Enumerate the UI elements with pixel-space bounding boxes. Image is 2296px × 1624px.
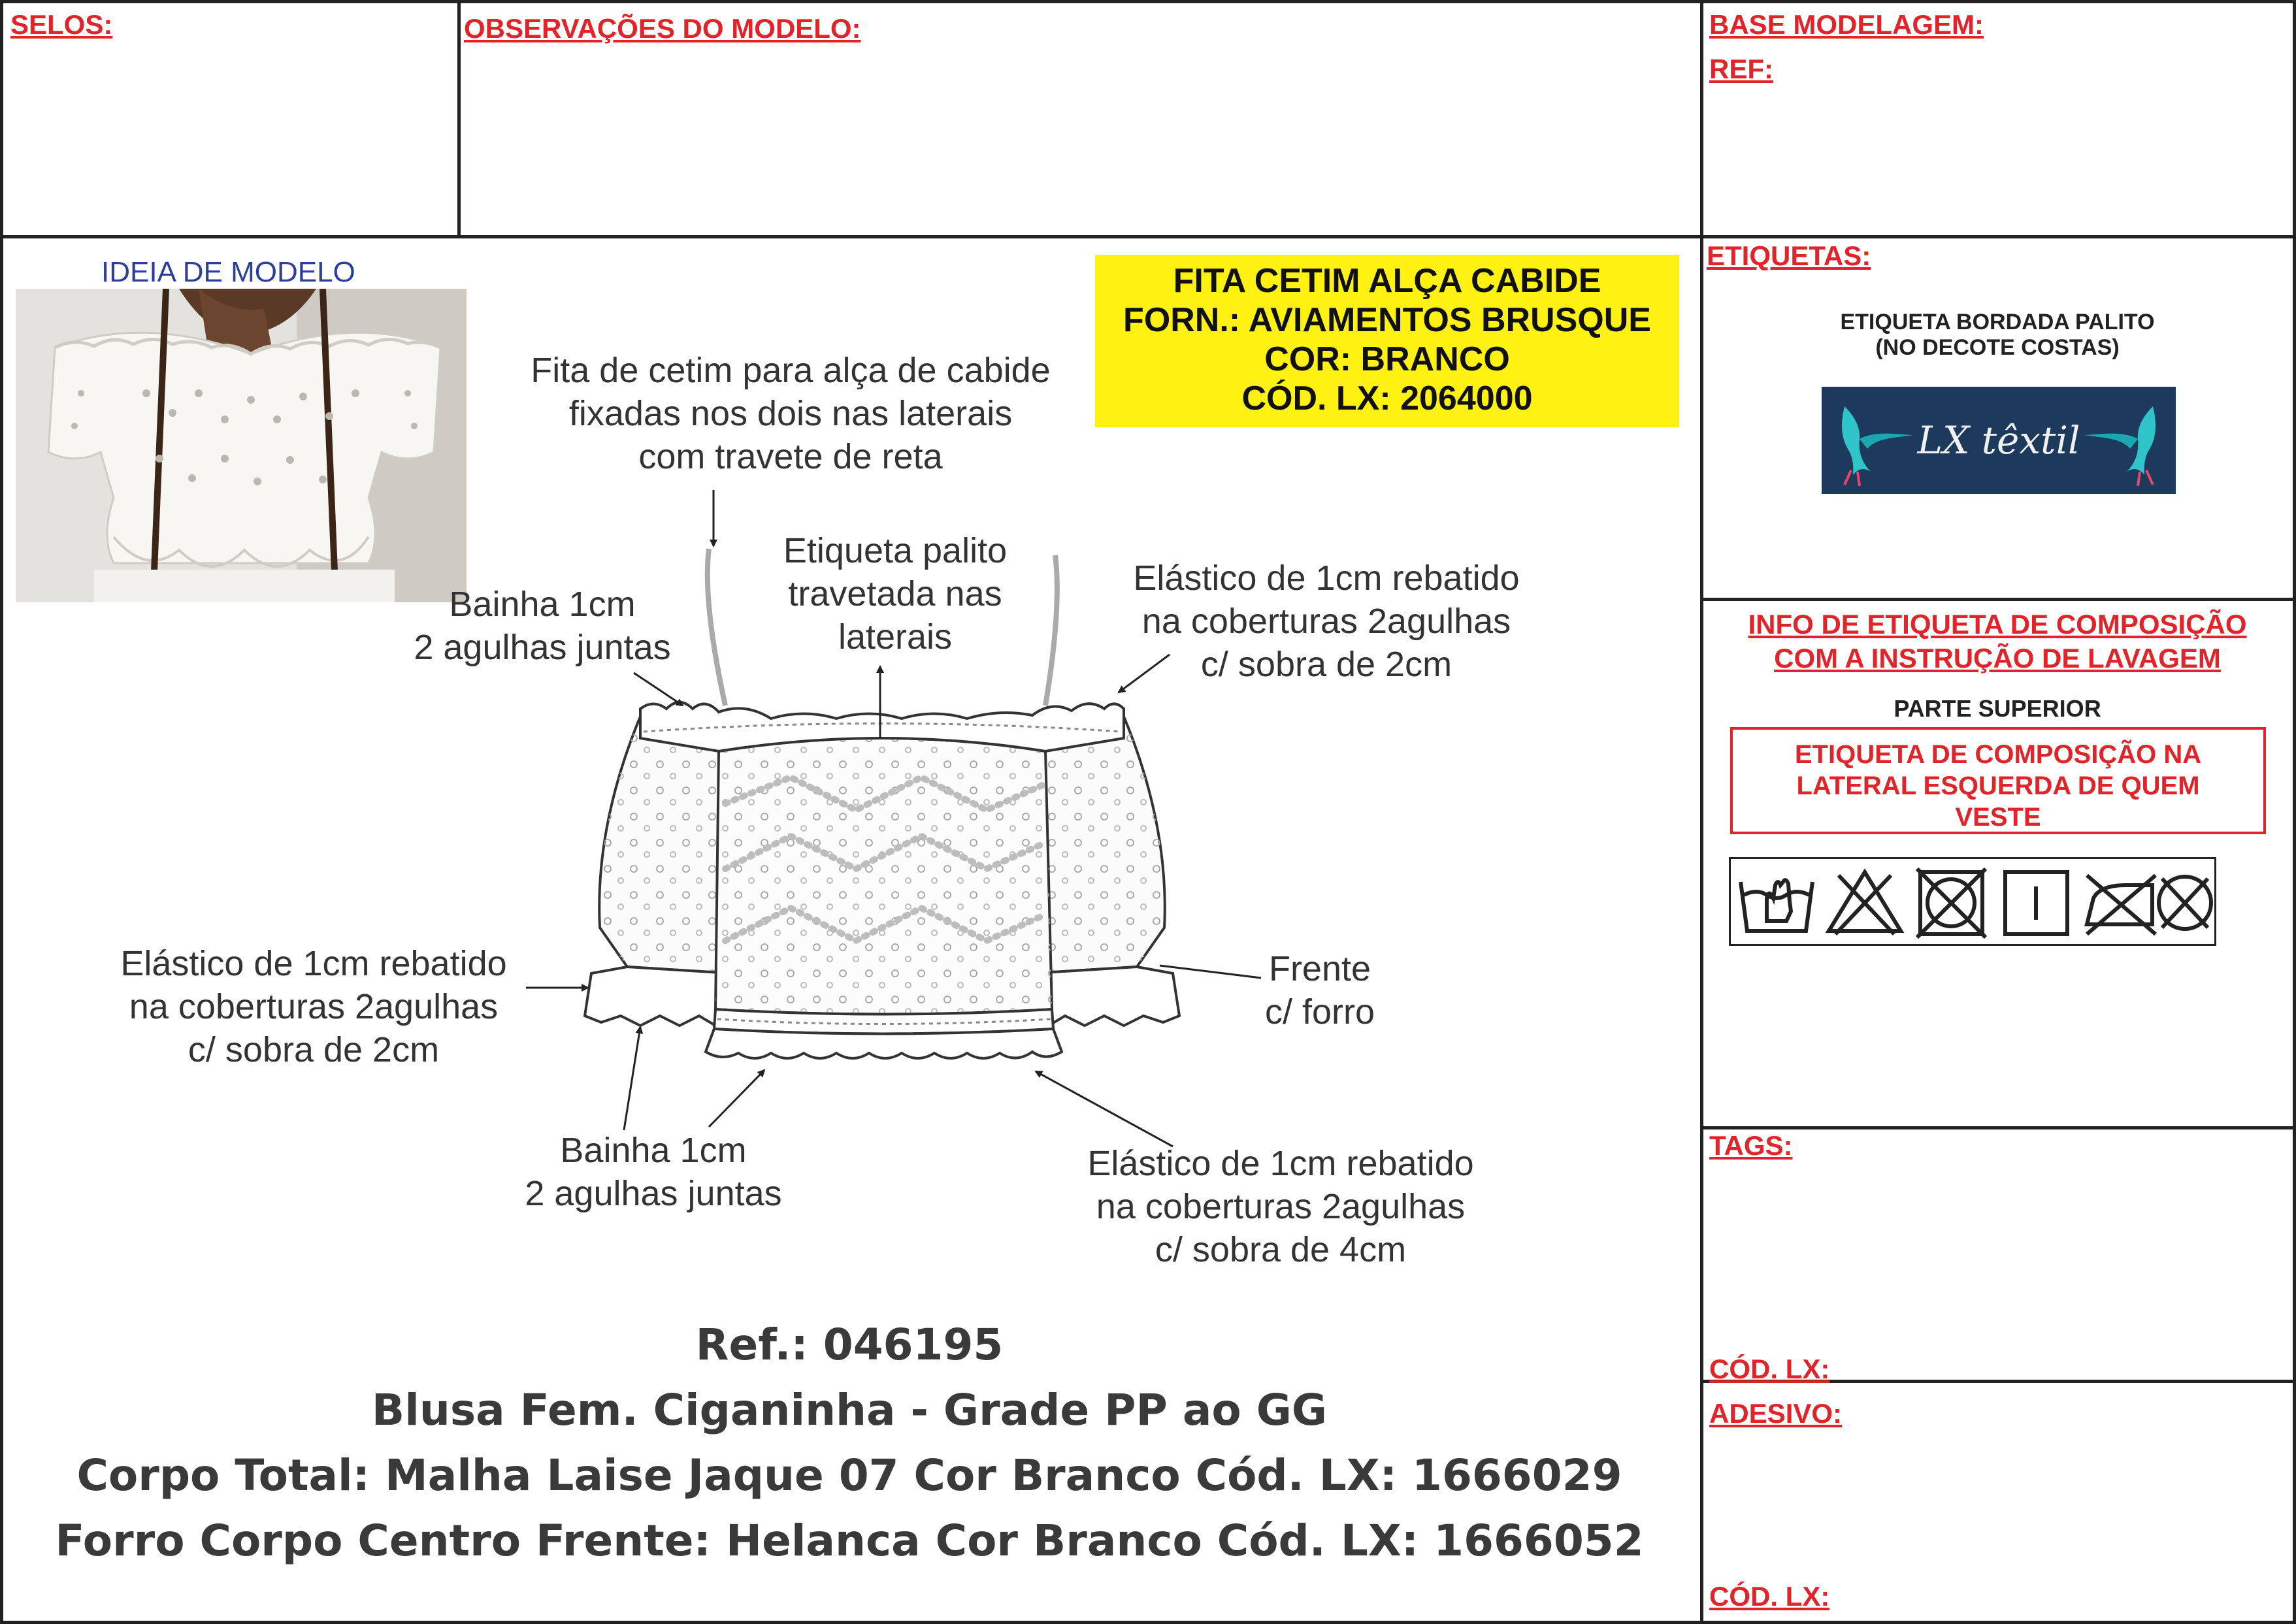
hand-wash-icon xyxy=(1741,880,1812,931)
left-strap xyxy=(708,549,725,706)
product-name: Blusa Fem. Ciganinha - Grade PP ao GG xyxy=(371,1385,1328,1435)
note-fita-line3: com travete de reta xyxy=(638,437,943,476)
do-not-bleach-icon xyxy=(1829,872,1901,934)
note-fita-line1: Fita de cetim para alça de cabide xyxy=(531,351,1051,390)
note-bainha-top-line2: 2 agulhas juntas xyxy=(414,628,671,667)
adesivo-cod-lx: CÓD. LX: xyxy=(1709,1581,1830,1612)
note-etiqueta-line3: laterais xyxy=(838,617,953,657)
fita-cetim-line3: COR: BRANCO xyxy=(1264,340,1510,378)
note-elastico-top-line1: Elástico de 1cm rebatido xyxy=(1133,559,1520,598)
do-not-tumble-dry-icon xyxy=(1917,869,1986,937)
note-elastico-top-line2: na coberturas 2agulhas xyxy=(1141,602,1511,641)
product-corpo: Corpo Total: Malha Laise Jaque 07 Cor Branco Cód. LX: 1666029 xyxy=(76,1450,1622,1501)
sidebar-divider-info xyxy=(1700,1126,2296,1129)
composicao-box xyxy=(1730,727,2266,834)
tags-cod-lx: CÓD. LX: xyxy=(1709,1354,1830,1384)
arrow-bainha-top xyxy=(634,673,683,706)
note-frente-line1: Frente xyxy=(1268,949,1371,988)
fita-cetim-line4: CÓD. LX: 2064000 xyxy=(1241,380,1533,417)
composicao-line2: LATERAL ESQUERDA DE QUEM xyxy=(1796,771,2200,800)
adesivo-label: ADESIVO: xyxy=(1709,1398,1843,1429)
info-composicao-title xyxy=(1707,608,2288,675)
product-ref: Ref.: 046195 xyxy=(695,1320,1004,1370)
do-not-dry-clean-icon xyxy=(2159,877,2211,929)
etiqueta-bordada-line1: ETIQUETA BORDADA PALITO xyxy=(1840,310,2155,334)
do-not-iron-icon xyxy=(2087,875,2156,934)
note-bainha-bottom-line2: 2 agulhas juntas xyxy=(525,1174,782,1213)
note-elastico-left-line3: c/ sobra de 2cm xyxy=(188,1030,440,1069)
sidebar-divider-etiquetas xyxy=(1700,598,2296,601)
etiqueta-bordada xyxy=(1707,310,2288,361)
parte-superior: PARTE SUPERIOR xyxy=(1894,695,2101,722)
arrow-elastico-bottom xyxy=(1036,1071,1173,1146)
selos-label: SELOS: xyxy=(10,9,113,40)
care-symbols-svg xyxy=(1731,859,2214,944)
etiquetas-label: ETIQUETAS: xyxy=(1707,240,1871,271)
arrow-elastico-top xyxy=(1119,655,1170,692)
photo-caption: IDEIA DE MODELO xyxy=(101,256,355,288)
care-symbols xyxy=(1729,857,2216,946)
note-fita-line2: fixadas nos dois nas laterais xyxy=(568,394,1013,433)
observacoes-label: OBSERVAÇÕES DO MODELO: xyxy=(464,13,861,44)
note-elastico-left-line2: na coberturas 2agulhas xyxy=(129,987,499,1026)
lx-textil-logo xyxy=(1822,387,2176,494)
base-modelagem-label: BASE MODELAGEM: xyxy=(1709,9,1984,40)
line-dry-icon xyxy=(2005,872,2067,934)
fita-cetim-line2: FORN.: AVIAMENTOS BRUSQUE xyxy=(1123,301,1651,339)
note-frente-line2: c/ forro xyxy=(1264,992,1375,1031)
tags-label: TAGS: xyxy=(1709,1130,1793,1161)
product-forro: Forro Corpo Centro Frente: Helanca Cor Branco Cód. LX: 1666052 xyxy=(55,1516,1644,1566)
ref-label: REF: xyxy=(1709,54,1773,84)
info-title-line2: COM A INSTRUÇÃO DE LAVAGEM xyxy=(1774,643,2221,674)
right-strap xyxy=(1045,555,1057,706)
logo-text: LX têxtil xyxy=(1917,418,2080,463)
arrow-bainha-bottom-left xyxy=(624,1027,640,1130)
note-elastico-top-line3: c/ sobra de 2cm xyxy=(1200,645,1452,684)
note-elastico-bottom-line1: Elástico de 1cm rebatido xyxy=(1087,1144,1474,1183)
note-etiqueta-line2: travetada nas xyxy=(788,574,1002,613)
note-elastico-bottom-line2: na coberturas 2agulhas xyxy=(1096,1187,1466,1226)
composicao-line3: VESTE xyxy=(1955,803,2041,832)
hem-ruffle xyxy=(706,1029,1062,1058)
composicao-line1: ETIQUETA DE COMPOSIÇÃO NA xyxy=(1794,740,2202,769)
note-elastico-bottom-line3: c/ sobra de 4cm xyxy=(1155,1230,1407,1269)
left-sleeve-ruffle xyxy=(585,967,735,1026)
note-bainha-bottom-line1: Bainha 1cm xyxy=(560,1131,747,1170)
etiqueta-bordada-line2: (NO DECOTE COSTAS) xyxy=(1875,335,2120,360)
note-bainha-top-line1: Bainha 1cm xyxy=(449,585,636,624)
arrow-frente xyxy=(1160,966,1261,978)
note-etiqueta-line1: Etiqueta palito xyxy=(783,531,1008,570)
arrow-bainha-bottom-mid xyxy=(709,1070,764,1127)
fita-cetim-line1: FITA CETIM ALÇA CABIDE xyxy=(1173,262,1601,300)
note-elastico-left-line1: Elástico de 1cm rebatido xyxy=(120,944,507,983)
info-title-line1: INFO DE ETIQUETA DE COMPOSIÇÃO xyxy=(1748,609,2247,640)
